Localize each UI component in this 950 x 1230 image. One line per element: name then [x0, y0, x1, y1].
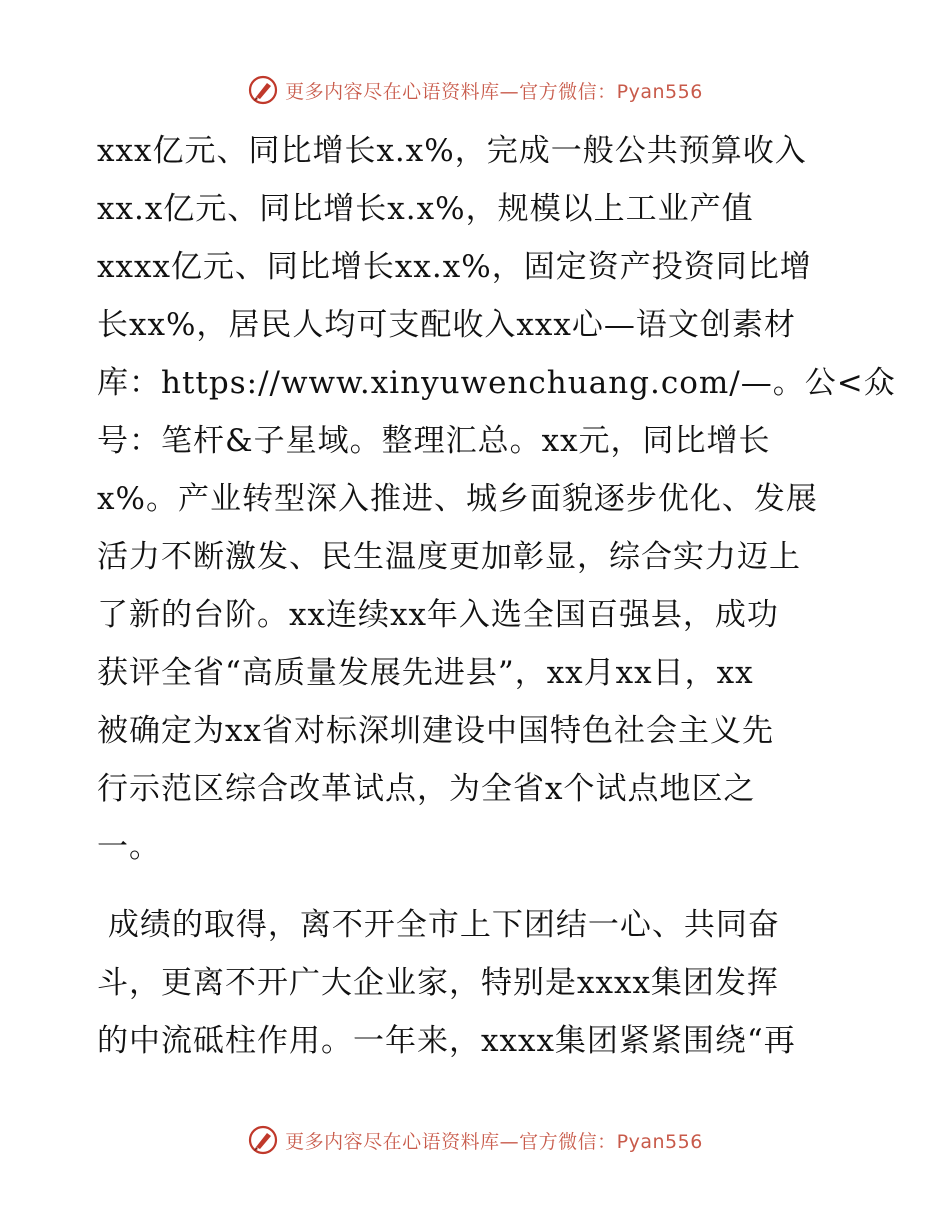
pen-logo-icon	[247, 1124, 279, 1156]
paragraph-1	[97, 122, 896, 876]
text-line: 斗，更离不开广大企业家，特别是xxxx集团发挥	[97, 965, 779, 1001]
text-line: 获评全省“高质量发展先进县”，xx月xx日，xx	[97, 655, 754, 691]
text-line: 库：https://www.xinyuwenchuang.com/—。公<众	[97, 365, 896, 401]
document-body	[97, 122, 896, 1070]
text-line: 成绩的取得，离不开全市上下团结一心、共同奋	[97, 907, 780, 943]
paragraph-gap	[97, 876, 857, 896]
text-line: 号：笔杆&子星域。整理汇总。xx元，同比增长	[97, 423, 771, 459]
text-line: 活力不断激发、民生温度更加彰显，综合实力迈上	[97, 539, 801, 575]
text-line: xxx亿元、同比增长x.x%，完成一般公共预算收入	[97, 133, 807, 169]
text-line: 被确定为xx省对标深圳建设中国特色社会主义先	[97, 713, 774, 749]
text-line: 的中流砥柱作用。一年来，xxxx集团紧紧围绕“再	[97, 1023, 796, 1059]
text-line: 长xx%，居民人均可支配收入xxx心—语文创素材	[97, 307, 796, 343]
paragraph-2	[97, 896, 857, 1070]
text-line: 了新的台阶。xx连续xx年入选全国百强县，成功	[97, 597, 779, 633]
pen-logo-icon	[247, 74, 279, 106]
header-watermark-text: 更多内容尽在心语资料库—官方微信：Pyan556	[285, 80, 703, 103]
footer-watermark-text: 更多内容尽在心语资料库—官方微信：Pyan556	[285, 1130, 703, 1153]
footer-watermark	[0, 1120, 950, 1160]
header-watermark	[0, 70, 950, 110]
text-line: x%。产业转型深入推进、城乡面貌逐步优化、发展	[97, 481, 818, 517]
text-line: 一。	[97, 829, 161, 865]
text-line: xxxx亿元、同比增长xx.x%，固定资产投资同比增	[97, 249, 812, 285]
text-line: 行示范区综合改革试点，为全省x个试点地区之	[97, 771, 756, 807]
text-line: xx.x亿元、同比增长x.x%，规模以上工业产值	[97, 191, 754, 227]
